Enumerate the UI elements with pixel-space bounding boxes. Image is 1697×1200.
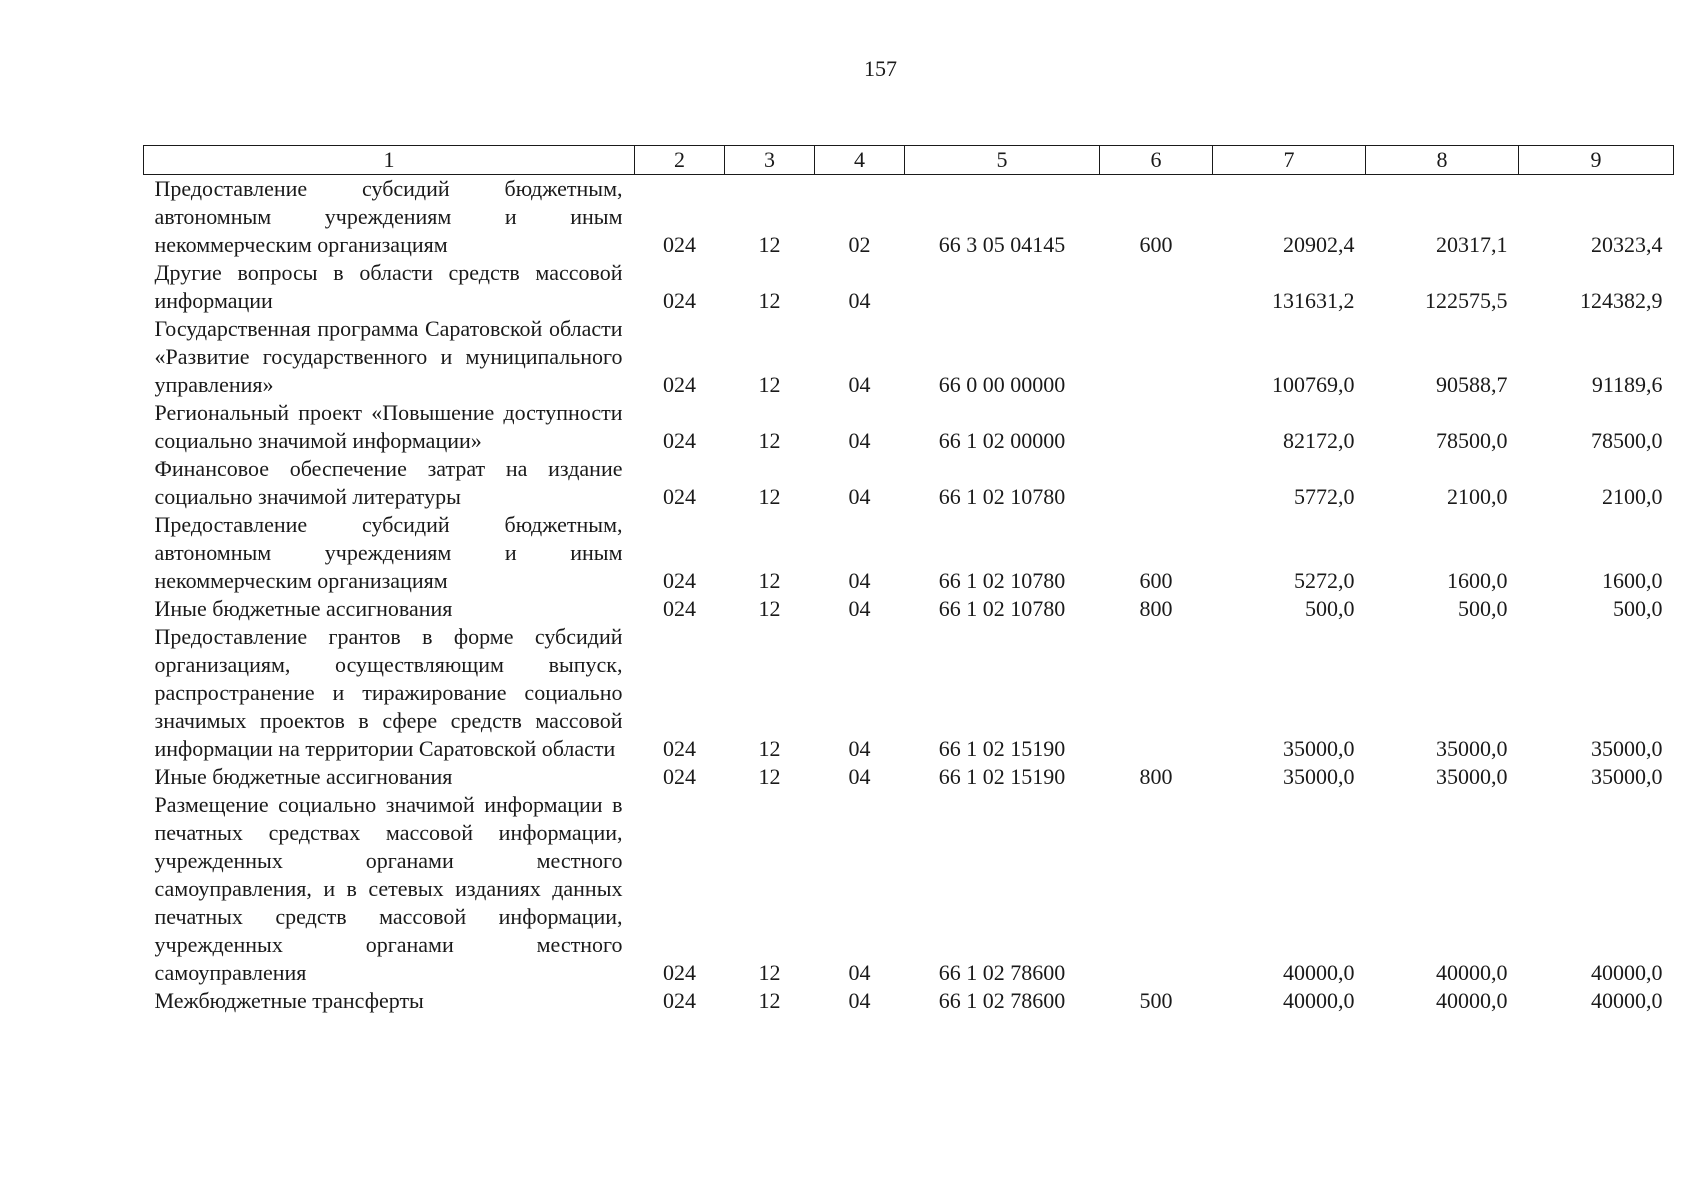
row-amount-year-3: 40000,0 [1591,960,1663,985]
header-col-5: 5 [905,146,1100,175]
table-row [144,511,1674,595]
row-target-article [905,259,1100,315]
row-amount-year-2: 122575,5 [1425,288,1508,313]
row-section-code: 12 [758,288,781,313]
row-amount-year-1: 82172,0 [1283,428,1355,453]
row-amount-year-3: 91189,6 [1591,372,1663,397]
header-col-7: 7 [1213,146,1366,175]
row-amount-year-2: 2100,0 [1447,484,1508,509]
table-row [144,455,1674,511]
table-header [144,146,1674,175]
header-col-9: 9 [1519,146,1674,175]
row-expense-type: 500 [1139,988,1173,1013]
table-body [144,175,1674,1016]
row-ministry-code: 024 [663,596,696,621]
row-ministry-code: 024 [663,232,696,257]
header-col-6: 6 [1100,146,1213,175]
row-amount-year-3: 35000,0 [1591,764,1663,789]
header-col-4: 4 [815,146,905,175]
row-section-code: 12 [758,764,781,789]
row-amount-year-1: 35000,0 [1283,764,1355,789]
row-expense-type [1100,623,1213,763]
header-col-8: 8 [1366,146,1519,175]
row-target-article: 66 0 00 00000 [938,372,1066,397]
row-amount-year-3: 1600,0 [1602,568,1663,593]
table-row [144,791,1674,987]
row-name-cell: Предоставление субсидий бюджетным, автономным учреждениям и иным некоммерческим организациям [154,176,623,257]
row-subsection-code: 04 [848,764,871,789]
row-subsection-code: 04 [848,960,871,985]
row-section-code: 12 [758,596,781,621]
row-target-article: 66 1 02 78600 [938,960,1066,985]
row-amount-year-1: 131631,2 [1272,288,1355,313]
row-name-cell: Размещение социально значимой информации в печатных средствах массовой информации, учрежденных органами местного самоуправления, и в сетевых изданиях данных печатных средств массовой информации, учрежденных органами местного самоуправления [154,792,623,985]
row-amount-year-2: 500,0 [1458,596,1508,621]
row-section-code: 12 [758,736,781,761]
row-amount-year-3: 500,0 [1613,596,1663,621]
row-name-cell: Региональный проект «Повышение доступности социально значимой информации» [154,400,623,453]
row-amount-year-1: 5272,0 [1294,568,1355,593]
row-subsection-code: 04 [848,288,871,313]
row-ministry-code: 024 [663,484,696,509]
row-target-article: 66 1 02 78600 [938,988,1066,1013]
row-target-article: 66 1 02 10780 [938,568,1066,593]
header-col-2: 2 [635,146,725,175]
row-ministry-code: 024 [663,764,696,789]
row-amount-year-2: 40000,0 [1436,988,1508,1013]
row-amount-year-1: 40000,0 [1283,960,1355,985]
row-amount-year-1: 40000,0 [1283,988,1355,1013]
row-name-cell: Иные бюджетные ассигнования [154,596,453,621]
table-row [144,399,1674,455]
row-amount-year-3: 124382,9 [1580,288,1663,313]
row-subsection-code: 04 [848,988,871,1013]
row-section-code: 12 [758,988,781,1013]
row-section-code: 12 [758,484,781,509]
row-ministry-code: 024 [663,428,696,453]
row-amount-year-1: 500,0 [1305,596,1355,621]
row-amount-year-2: 1600,0 [1447,568,1508,593]
row-subsection-code: 04 [848,484,871,509]
row-ministry-code: 024 [663,288,696,313]
page-number: 157 [864,56,897,81]
row-ministry-code: 024 [663,568,696,593]
row-subsection-code: 04 [848,568,871,593]
row-amount-year-2: 90588,7 [1436,372,1508,397]
row-expense-type: 800 [1139,764,1173,789]
row-amount-year-2: 40000,0 [1436,960,1508,985]
table-row [144,763,1674,791]
table-row [144,623,1674,763]
row-subsection-code: 04 [848,372,871,397]
row-amount-year-2: 78500,0 [1436,428,1508,453]
row-subsection-code: 04 [848,428,871,453]
row-amount-year-2: 35000,0 [1436,764,1508,789]
row-name-cell: Межбюджетные трансферты [154,988,424,1013]
row-amount-year-1: 20902,4 [1283,232,1355,257]
row-section-code: 12 [758,960,781,985]
row-ministry-code: 024 [663,736,696,761]
row-ministry-code: 024 [663,988,696,1013]
row-amount-year-3: 78500,0 [1591,428,1663,453]
row-expense-type: 800 [1139,596,1173,621]
row-amount-year-2: 35000,0 [1436,736,1508,761]
row-amount-year-1: 100769,0 [1272,372,1355,397]
row-target-article: 66 1 02 15190 [938,764,1066,789]
table-row [144,987,1674,1015]
row-section-code: 12 [758,372,781,397]
table-row [144,259,1674,315]
row-name-cell: Предоставление субсидий бюджетным, автономным учреждениям и иным некоммерческим организациям [154,512,623,593]
header-col-1: 1 [144,146,635,175]
row-target-article: 66 3 05 04145 [938,232,1066,257]
row-subsection-code: 04 [848,736,871,761]
table-row [144,175,1674,260]
row-amount-year-2: 20317,1 [1436,232,1508,257]
row-name-cell: Другие вопросы в области средств массовой информации [154,260,623,313]
row-target-article: 66 1 02 10780 [938,484,1066,509]
budget-table [143,145,1674,1015]
row-name-cell: Финансовое обеспечение затрат на издание социально значимой литературы [154,456,623,509]
row-section-code: 12 [758,428,781,453]
row-amount-year-3: 40000,0 [1591,988,1663,1013]
row-expense-type [1100,399,1213,455]
row-amount-year-1: 35000,0 [1283,736,1355,761]
row-amount-year-1: 5772,0 [1294,484,1355,509]
row-target-article: 66 1 02 15190 [938,736,1066,761]
row-subsection-code: 02 [848,232,871,257]
row-subsection-code: 04 [848,596,871,621]
row-amount-year-3: 35000,0 [1591,736,1663,761]
row-name-cell: Иные бюджетные ассигнования [154,764,453,789]
row-name-cell: Государственная программа Саратовской области «Развитие государственного и муниципального управления» [154,316,623,397]
row-expense-type: 600 [1139,232,1173,257]
row-expense-type [1100,259,1213,315]
row-expense-type: 600 [1139,568,1173,593]
row-section-code: 12 [758,232,781,257]
row-target-article: 66 1 02 10780 [938,596,1066,621]
table-row [144,315,1674,399]
row-expense-type [1100,791,1213,987]
row-amount-year-3: 2100,0 [1602,484,1663,509]
row-section-code: 12 [758,568,781,593]
table-row [144,595,1674,623]
row-target-article: 66 1 02 00000 [938,428,1066,453]
row-expense-type [1100,455,1213,511]
row-ministry-code: 024 [663,372,696,397]
header-col-3: 3 [725,146,815,175]
row-name-cell: Предоставление грантов в форме субсидий организациям, осуществляющим выпуск, распространение и тиражирование социально значимых проектов в сфере средств массовой информации на территории Саратовской области [154,624,623,761]
row-amount-year-3: 20323,4 [1591,232,1663,257]
row-expense-type [1100,315,1213,399]
row-ministry-code: 024 [663,960,696,985]
header-row [144,146,1674,175]
